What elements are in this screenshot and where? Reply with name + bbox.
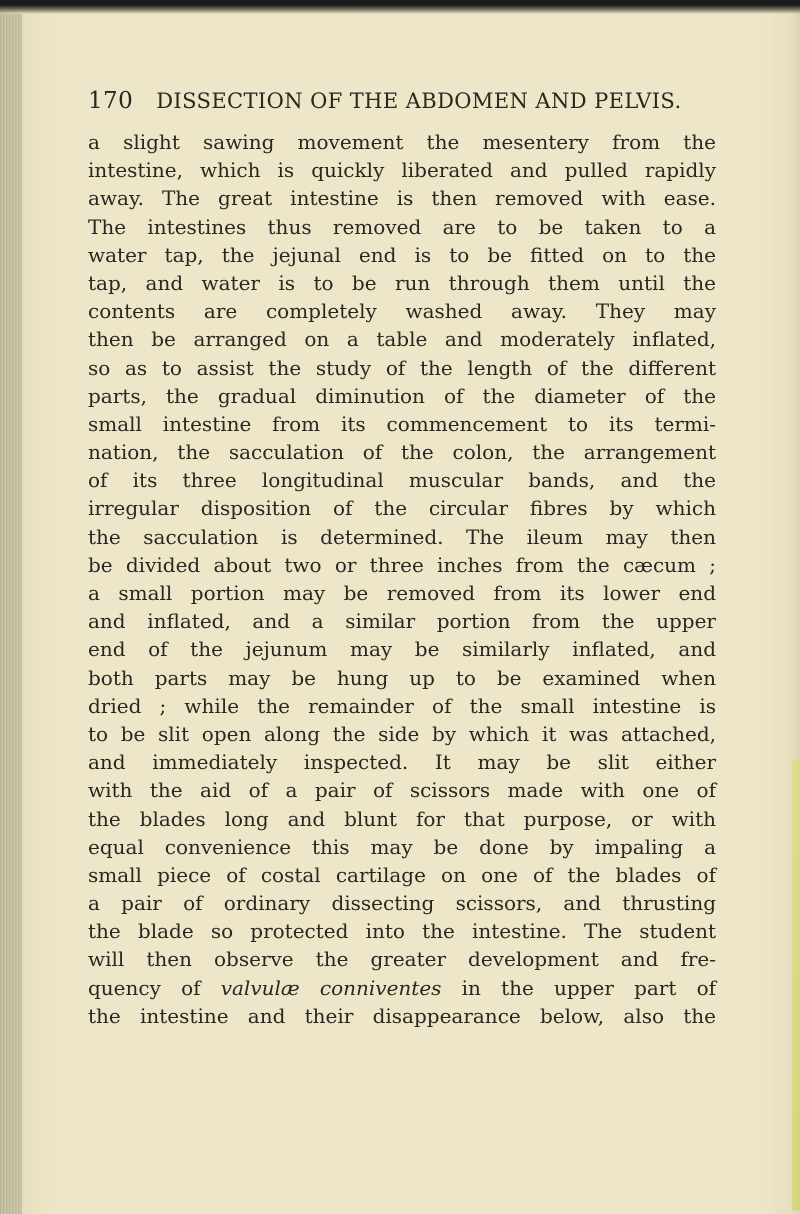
book-binding — [0, 14, 22, 1214]
italic-term: valvulæ conniventes — [220, 975, 442, 1000]
text-line: the blade so protected into the intestine. The student — [88, 919, 716, 944]
page-number: 170 — [88, 88, 134, 114]
text-line: dried ; while the remainder of the small intestine is — [88, 693, 716, 718]
text-line: a small portion may be removed from its lower end — [88, 581, 716, 605]
text-line: of its three longitudinal muscular bands, and the — [88, 468, 716, 493]
text-line: tap, and water is to be run through them until the — [88, 270, 716, 295]
text-line: equal convenience this may be done by impaling a — [88, 834, 716, 859]
page-header — [88, 88, 728, 114]
text-line: be divided about two or three inches from the cæcum ; — [88, 552, 716, 577]
text-line: the intestine and their disappearance below, also the — [88, 1003, 716, 1028]
text-line: irregular disposition of the circular fibres by which — [88, 496, 716, 521]
text-line: small intestine from its commencement to its termi- — [88, 411, 716, 436]
running-head: DISSECTION OF THE ABDOMEN AND PELVIS. — [156, 89, 682, 113]
text-line: a pair of ordinary dissecting scissors, and thrusting — [88, 891, 716, 916]
text-line: end of the jejunum may be similarly inflated, and — [88, 637, 716, 662]
text-line: with the aid of a pair of scissors made with one of — [88, 778, 716, 803]
text-line: water tap, the jejunal end is to be fitted on to the — [88, 242, 716, 267]
text-line: small piece of costal cartilage on one of the blades of — [88, 862, 716, 887]
text-line: The intestines thus removed are to be taken to a — [88, 214, 716, 239]
text-line: away. The great intestine is then removed with ease. — [88, 186, 716, 211]
page-top-edge — [0, 0, 800, 14]
text-line: to be slit open along the side by which it was attached, — [88, 721, 716, 746]
body-text — [88, 128, 716, 1030]
text-line: parts, the gradual diminution of the diameter of the — [88, 383, 716, 408]
text-line: a slight sawing movement the mesentery from the — [88, 130, 716, 154]
page-right-edge — [792, 760, 800, 1210]
text-line: the blades long and blunt for that purpose, or with — [88, 806, 716, 831]
text-line: contents are completely washed away. They may — [88, 299, 716, 324]
text-line: so as to assist the study of the length of the different — [88, 355, 716, 380]
text-line: nation, the sacculation of the colon, the arrangement — [88, 440, 716, 465]
text-line: then be arranged on a table and moderately inflated, — [88, 327, 716, 352]
text-line: and inflated, and a similar portion from the upper — [88, 609, 716, 634]
text-line: the sacculation is determined. The ileum may then — [88, 524, 716, 549]
text-segment: in the upper part of — [441, 975, 717, 1000]
text-segment: quency of — [88, 975, 221, 1000]
text-line: both parts may be hung up to be examined when — [88, 665, 716, 690]
text-line-italic-term — [88, 974, 716, 1002]
text-line: will then observe the greater development and fre- — [88, 947, 716, 972]
text-line: and immediately inspected. It may be slit either — [88, 750, 716, 775]
text-line: intestine, which is quickly liberated and pulled rapidly — [88, 158, 716, 183]
